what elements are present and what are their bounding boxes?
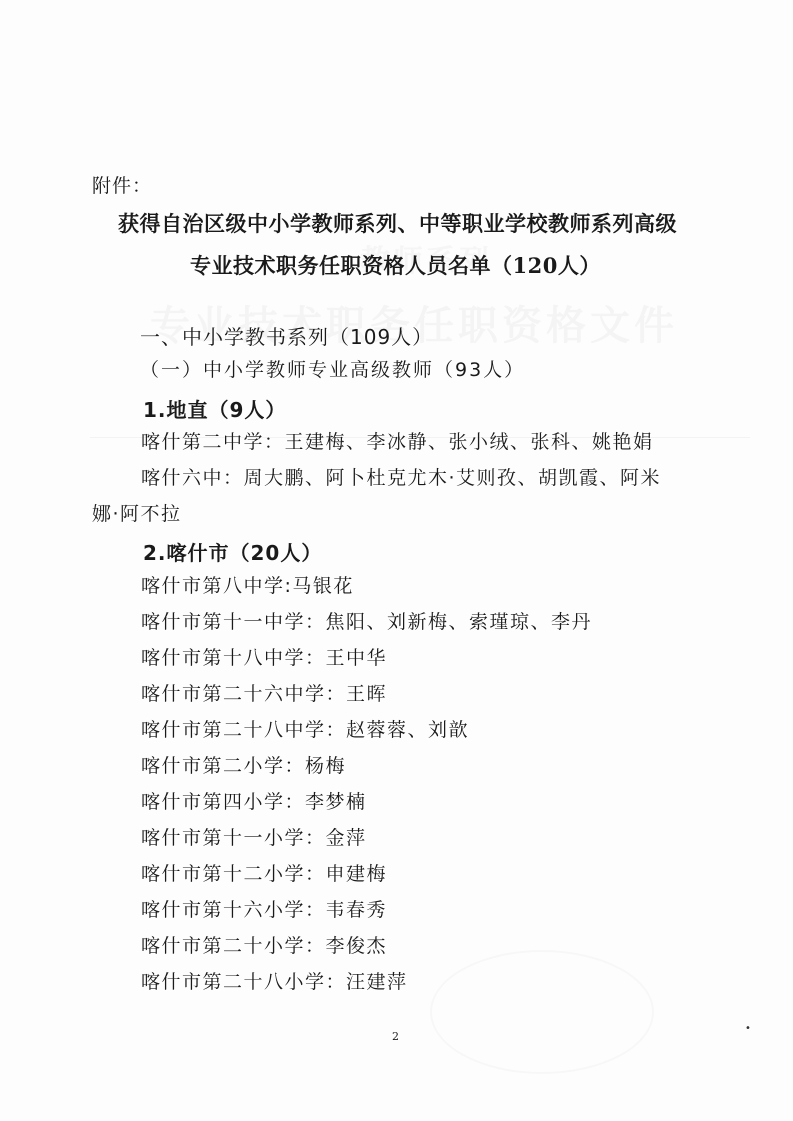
subsection-heading: （一）中小学教师专业高级教师（93人） bbox=[140, 359, 526, 381]
list-item: 喀什市第十二小学：申建梅 bbox=[141, 863, 388, 885]
group-heading-dizhi: 1.地直（9人） bbox=[143, 398, 287, 422]
page-number: 2 bbox=[392, 1030, 399, 1043]
list-item: 喀什六中：周大鹏、阿卜杜克尤木·艾则孜、胡凯霞、阿米 bbox=[141, 467, 662, 489]
list-item: 喀什市第八中学:马银花 bbox=[141, 575, 354, 597]
list-item: 喀什市第二小学：杨梅 bbox=[141, 755, 347, 777]
list-item: 喀什市第十一小学：金萍 bbox=[141, 827, 367, 849]
faint-seal-artifact bbox=[430, 950, 654, 1074]
list-item: 喀什市第二十六中学：王晖 bbox=[141, 683, 388, 705]
list-item: 喀什市第十六小学：韦春秀 bbox=[141, 899, 388, 921]
list-item-continuation: 娜·阿不拉 bbox=[92, 503, 182, 525]
attachment-label: 附件： bbox=[92, 175, 153, 197]
list-item: 喀什市第二十小学：李俊杰 bbox=[141, 935, 388, 957]
document-title-line-1: 获得自治区级中小学教师系列、中等职业学校教师系列高级 bbox=[118, 211, 677, 236]
list-item: 喀什市第四小学：李梦楠 bbox=[141, 791, 367, 813]
scan-speck: • bbox=[745, 1023, 751, 1034]
group-heading-kashi-city: 2.喀什市（20人） bbox=[143, 541, 323, 565]
document-title-line-2: 专业技术职务任职资格人员名单（120人） bbox=[190, 253, 601, 278]
list-item: 喀什市第二十八小学：汪建萍 bbox=[141, 971, 408, 993]
list-item: 喀什第二中学：王建梅、李冰静、张小绒、张科、姚艳娟 bbox=[141, 431, 654, 453]
list-item: 喀什市第二十八中学：赵蓉蓉、刘歆 bbox=[141, 719, 470, 741]
list-item: 喀什市第十一中学：焦阳、刘新梅、索瑾琼、李丹 bbox=[141, 611, 593, 633]
section-heading: 一、中小学教书系列（109人） bbox=[140, 325, 434, 349]
list-item: 喀什市第十八中学：王中华 bbox=[141, 647, 388, 669]
